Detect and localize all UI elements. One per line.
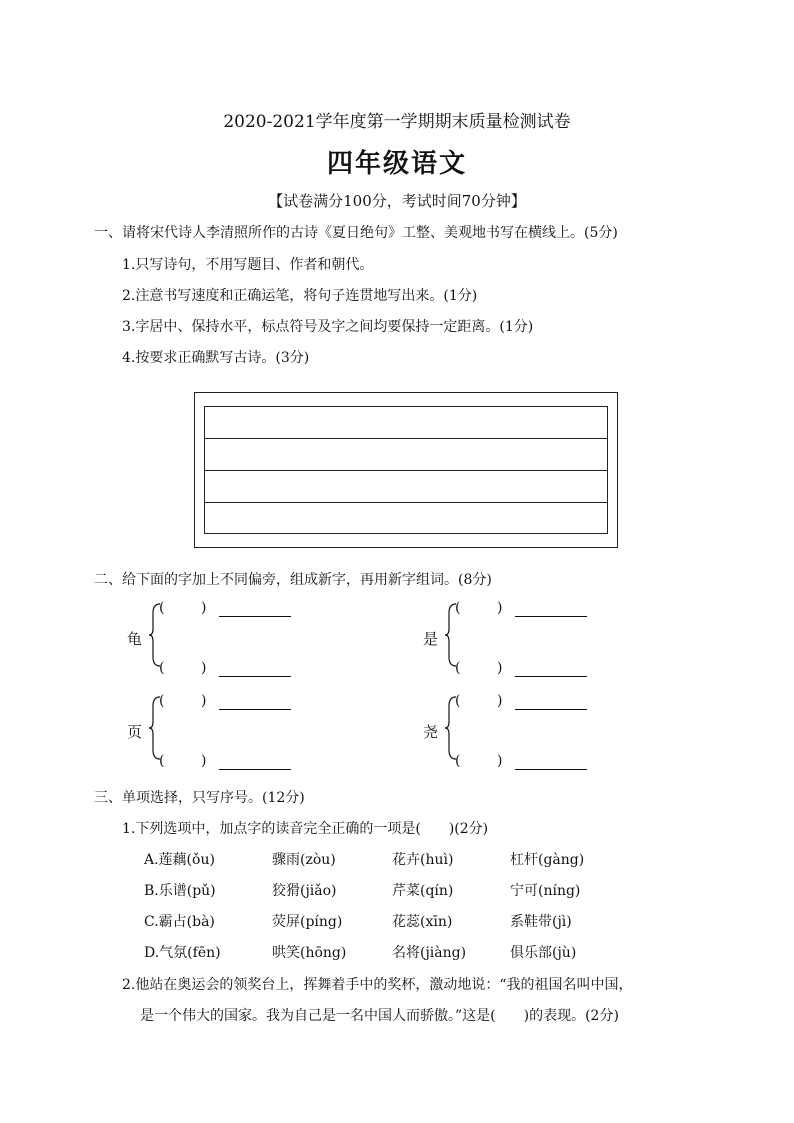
exam-info: 【试卷满分100分，考试时间70分钟】: [268, 192, 526, 210]
radical-group-1: 龟 ( ) ( ): [127, 600, 327, 680]
section1-heading: 一、请将宋代诗人李清照所作的古诗《夏日绝句》工整、美观地书写在横线上。(5分): [94, 225, 618, 241]
question-2-line-1: 2.他站在奥运会的领奖台上，挥舞着手中的奖杯，激动地说：“我的祖国名叫中国，: [122, 977, 633, 993]
option-b-4: 宁可(níng): [510, 883, 581, 899]
section1-item-2: 2.注意书写速度和正确运笔，将句子连贯地写出来。(1分): [122, 288, 478, 304]
option-b-1: B.乐谱(pǔ): [144, 883, 216, 899]
answer-blank[interactable]: [515, 769, 587, 770]
answer-blank[interactable]: [219, 676, 291, 677]
section1-item-3: 3.字居中、保持水平，标点符号及字之间均要保持一定距离。(1分): [122, 319, 534, 335]
option-c-1: C.霸占(bà): [144, 914, 215, 930]
base-character: 是: [423, 630, 439, 648]
radical-group-3: 页 ( ) ( ): [127, 693, 327, 773]
option-d-3: 名将(jiàng): [392, 945, 467, 961]
radical-group-4: 尧 ( ) ( ): [423, 693, 623, 773]
base-character: 龟: [127, 630, 143, 648]
answer-blank[interactable]: [515, 709, 587, 710]
option-a-2: 骤雨(zòu): [272, 852, 336, 868]
answer-blank[interactable]: [515, 676, 587, 677]
answer-blank[interactable]: [219, 769, 291, 770]
answer-blank[interactable]: [219, 709, 291, 710]
option-c-2: 荧屏(píng): [272, 914, 343, 930]
option-b-2: 狡猾(jiǎo): [272, 883, 337, 899]
section2-heading: 二、给下面的字加上不同偏旁，组成新字，再用新字组词。(8分): [94, 572, 492, 588]
option-d-4: 俱乐部(jù): [510, 945, 577, 961]
radical-group-2: 是 ( ) ( ): [423, 600, 623, 680]
exam-title: 2020-2021学年度第一学期期末质量检测试卷: [223, 112, 571, 132]
option-d-1: D.气氛(fēn): [144, 945, 221, 961]
poem-writing-lines[interactable]: [204, 406, 608, 534]
writing-line: [205, 470, 607, 471]
answer-blank[interactable]: [515, 616, 587, 617]
option-a-1: A.莲藕(ǒu): [144, 852, 215, 868]
option-c-4: 系鞋带(jì): [510, 914, 572, 930]
section1-item-1: 1.只写诗句，不用写题目、作者和朝代。: [122, 257, 374, 273]
option-d-2: 哄笑(hōng): [272, 945, 347, 961]
answer-blank[interactable]: [219, 616, 291, 617]
subject-title: 四年级语文: [326, 149, 467, 179]
option-a-3: 花卉(huì): [392, 852, 454, 868]
question-1-stem: 1.下列选项中，加点字的读音完全正确的一项是( )(2分): [122, 821, 489, 837]
base-character: 页: [127, 723, 143, 741]
option-b-3: 芹菜(qín): [392, 883, 454, 899]
option-c-3: 花蕊(xīn): [392, 914, 453, 930]
section3-heading: 三、单项选择，只写序号。(12分): [94, 790, 305, 806]
section1-item-4: 4.按要求正确默写古诗。(3分): [122, 350, 310, 366]
writing-line: [205, 502, 607, 503]
question-2-line-2: 是一个伟大的国家。我为自己是一名中国人而骄傲。”这是( )的表现。(2分): [140, 1008, 619, 1024]
option-a-4: 杠杆(gàng): [510, 852, 585, 868]
base-character: 尧: [423, 723, 439, 741]
writing-line: [205, 438, 607, 439]
